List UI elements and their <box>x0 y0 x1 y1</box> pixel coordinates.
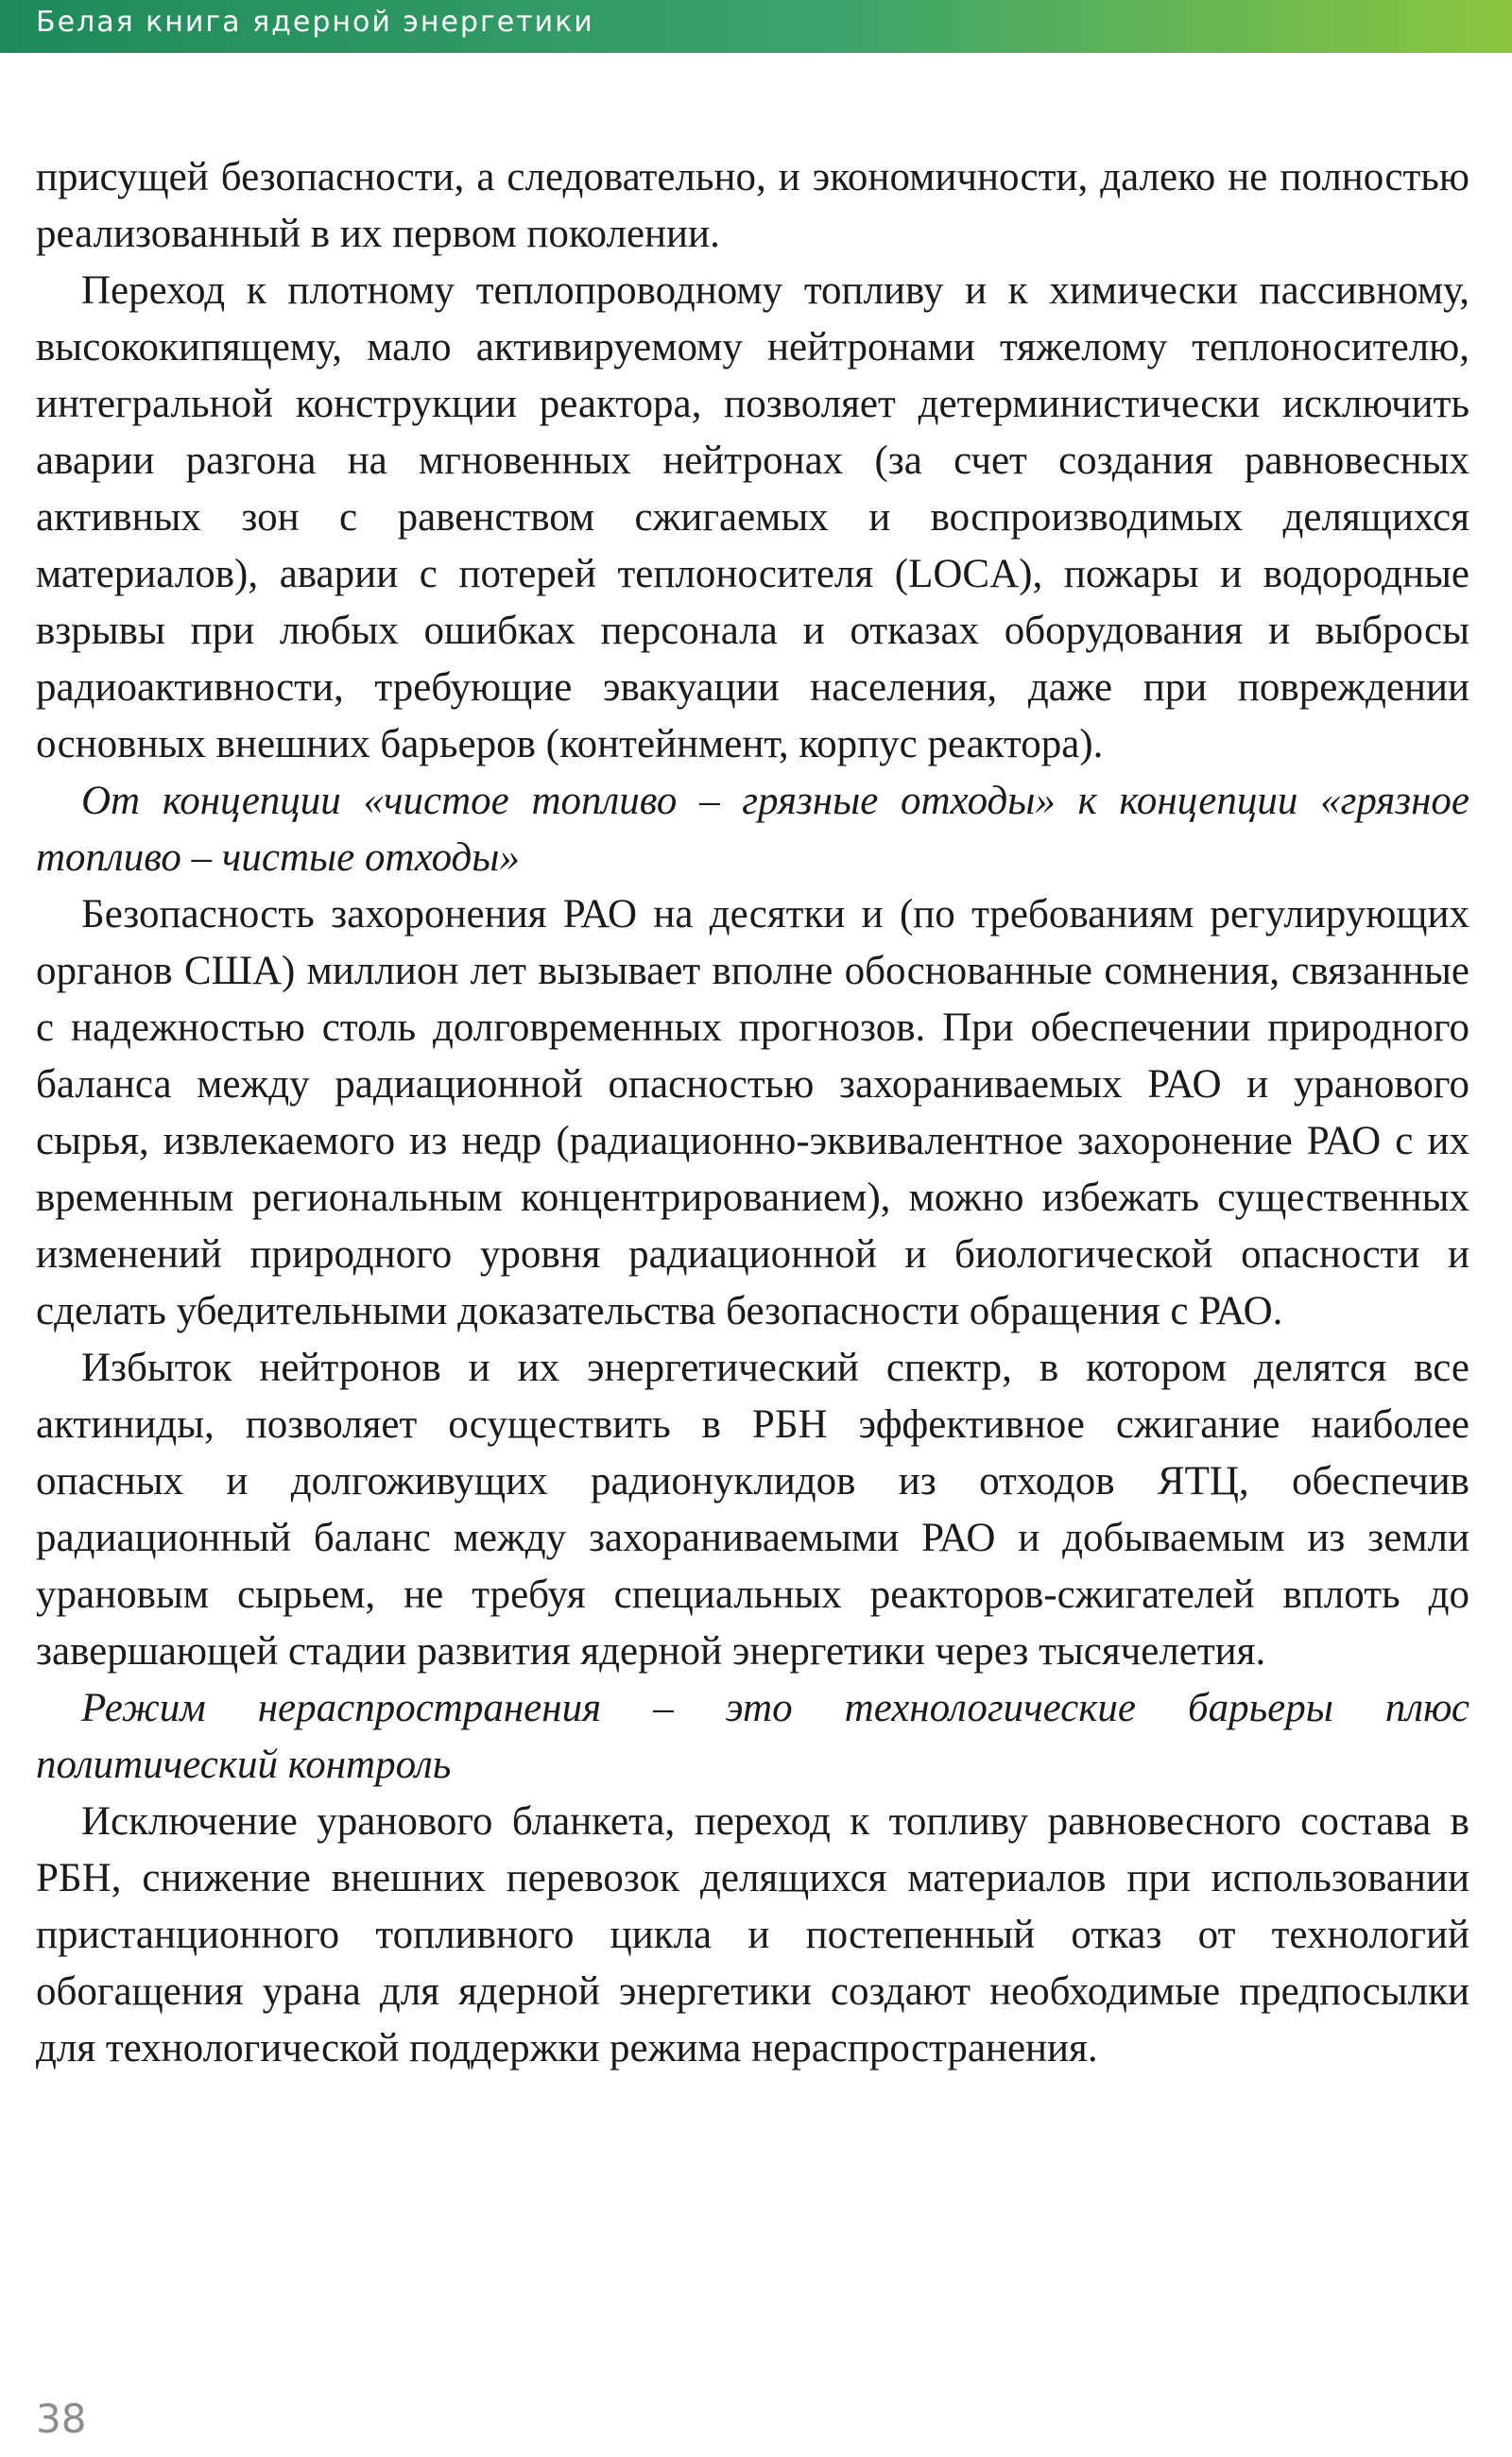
page-number: 38 <box>36 2396 87 2442</box>
section-heading-nonproliferation: Режим нераспространения – это технологические барьеры плюс политический контроль <box>36 1686 1469 1787</box>
paragraph-coolant: Переход к плотному теплопроводному топливу и к химически пассивному, высококипящему, мало активируемому нейтронами тяжелому теплоносителю, интегральной конструкции реактора, позволяет детерминистически исключить аварии разгона на мгновенных нейтронах (за счет создания равновесных активных зон с равенством сжигаемых и воспроизводимых делящихся материалов), аварии с потерей теплоносителя (LOCA), пожары и водородные взрывы при любых ошибках персонала и отказах оборудования и выбросы радиоактивности, требующие эвакуации населения, даже при повреждении основных внешних барьеров (контейнмент, корпус реактора). <box>36 268 1469 766</box>
page-body <box>36 149 1469 2077</box>
paragraph-nonproliferation: Исключение уранового бланкета, переход к топливу равновесного состава в РБН, снижение внешних перевозок делящихся материалов при использовании пристанционного топливного цикла и постепенный отказ от технологий обогащения урана для ядерной энергетики создают необходимые предпосылки для технологической поддержки режима нераспространения. <box>36 1799 1469 2070</box>
running-header-title: Белая книга ядерной энергетики <box>36 6 594 39</box>
header-band <box>0 0 1512 53</box>
paragraph-continuation: присущей безопасности, а следовательно, и экономичности, далеко не полностью реализованный в их первом поколении. <box>36 155 1469 256</box>
paragraph-waste-disposal: Безопасность захоронения РАО на десятки и (по требованиям регулирующих органов США) миллион лет вызывает вполне обоснованные сомнения, связанные с надежностью столь долговременных прогнозов. При обеспечении природного баланса между радиационной опасностью захораниваемых РАО и уранового сырья, извлекаемого из недр (радиационно-эквивалентное захоронение РАО с их временным региональным концентрированием), можно избежать существенных изменений природного уровня радиационной и биологической опасности и сделать убедительными доказательства безопасности обращения с РАО. <box>36 892 1469 1333</box>
section-heading-waste: От концепции «чистое топливо – грязные отходы» к концепции «грязное топливо – чистые отходы» <box>36 779 1469 880</box>
paragraph-neutron-excess: Избыток нейтронов и их энергетический спектр, в котором делятся все актиниды, позволяет осуществить в РБН эффективное сжигание наиболее опасных и долгоживущих радионуклидов из отходов ЯТЦ, обеспечив радиационный баланс между захораниваемыми РАО и добываемым из земли урановым сырьем, не требуя специальных реакторов-сжигателей вплоть до завершающей стадии развития ядерной энергетики через тысячелетия. <box>36 1346 1469 1674</box>
